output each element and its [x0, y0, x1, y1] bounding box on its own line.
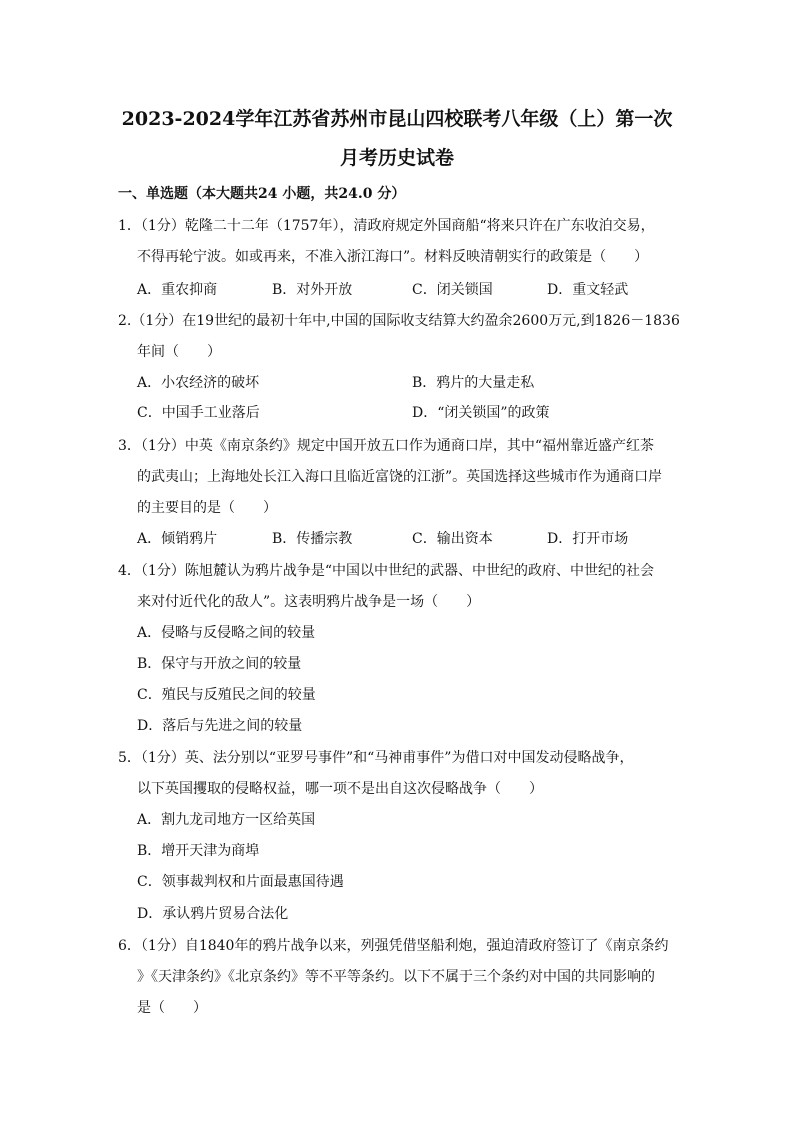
question-5-option-d: D．承认鸦片贸易合法化: [137, 906, 289, 922]
question-1-option-d: D．重文轻武: [547, 282, 629, 298]
exam-title-line-2: 月考历史试卷: [339, 147, 454, 169]
question-3-line-1: 3．（1分）中英《南京条约》规定中国开放五口作为通商口岸，其中“福州靠近盛产红茶: [118, 438, 654, 454]
question-6-line-1: 6．（1分）自1840年的鸦片战争以来，列强凭借坚船利炮，强迫清政府签订了《南京条约: [118, 938, 669, 954]
question-5-line-2: 以下英国攫取的侵略权益，哪一项不是出自这次侵略战争（ ）: [137, 781, 543, 797]
question-3-option-c: C．输出资本: [412, 531, 493, 547]
question-1-option-a: A．重农抑商: [137, 282, 218, 298]
question-2-option-c: C．中国手工业落后: [137, 405, 260, 421]
question-6-line-2: 》《天津条约》《北京条约》等不平等条约。以下不属于三个条约对中国的共同影响的: [137, 969, 655, 985]
question-2-line-1: 2.（1分）在19世纪的最初十年中,中国的国际收支结算大约盈余2600万元,到1826－1836: [118, 313, 680, 329]
question-5-option-b: B．增开天津为商埠: [137, 843, 260, 859]
question-1-option-c: C．闭关锁国: [412, 282, 493, 298]
question-3-line-2: 的武夷山；上海地处长江入海口且临近富饶的江浙”。英国选择这些城市作为通商口岸: [137, 469, 663, 485]
question-4-option-c: C．殖民与反殖民之间的较量: [137, 687, 316, 703]
question-4-option-d: D．落后与先进之间的较量: [137, 718, 303, 734]
question-1-line-1: 1．（1分）乾隆二十二年（1757年），清政府规定外国商船“将来只许在广东收泊交易，: [118, 218, 655, 234]
question-2-option-a: A．小农经济的破坏: [137, 375, 260, 391]
question-3-option-b: B．传播宗教: [272, 531, 353, 547]
question-3-option-d: D．打开市场: [547, 531, 629, 547]
question-2-option-d: D．“闭关锁国”的政策: [412, 405, 550, 421]
question-3-option-a: A．倾销鸦片: [137, 531, 218, 547]
question-1-option-b: B．对外开放: [272, 282, 353, 298]
question-2-option-b: B．鸦片的大量走私: [412, 375, 535, 391]
question-1-line-2: 不得再轮宁波。如或再来，不准入浙江海口”。材料反映清朝实行的政策是（ ）: [137, 249, 649, 265]
question-4-option-b: B．保守与开放之间的较量: [137, 656, 302, 672]
exam-title-line-1: 2023-2024学年江苏省苏州市昆山四校联考八年级（上）第一次: [121, 108, 673, 130]
question-5-line-1: 5．（1分）英、法分别以“亚罗号事件”和“马神甫事件”为借口对中国发动侵略战争，: [118, 750, 634, 766]
section-heading: 一、单选题（本大题共24 小题，共24.0 分）: [118, 186, 406, 202]
question-4-line-1: 4．（1分）陈旭麓认为鸦片战争是“中国以中世纪的武器、中世纪的政府、中世纪的社会: [118, 563, 654, 579]
question-5-option-c: C．领事裁判权和片面最惠国待遇: [137, 874, 344, 890]
question-3-line-3: 的主要目的是（ ）: [137, 500, 277, 516]
question-4-option-a: A．侵略与反侵略之间的较量: [137, 625, 316, 641]
question-2-line-2: 年间（ ）: [137, 344, 221, 360]
question-5-option-a: A．割九龙司地方一区给英国: [137, 812, 316, 828]
question-6-line-3: 是（ ）: [137, 1000, 207, 1016]
question-4-line-2: 来对付近代化的敌人”。这表明鸦片战争是一场（ ）: [137, 594, 481, 610]
